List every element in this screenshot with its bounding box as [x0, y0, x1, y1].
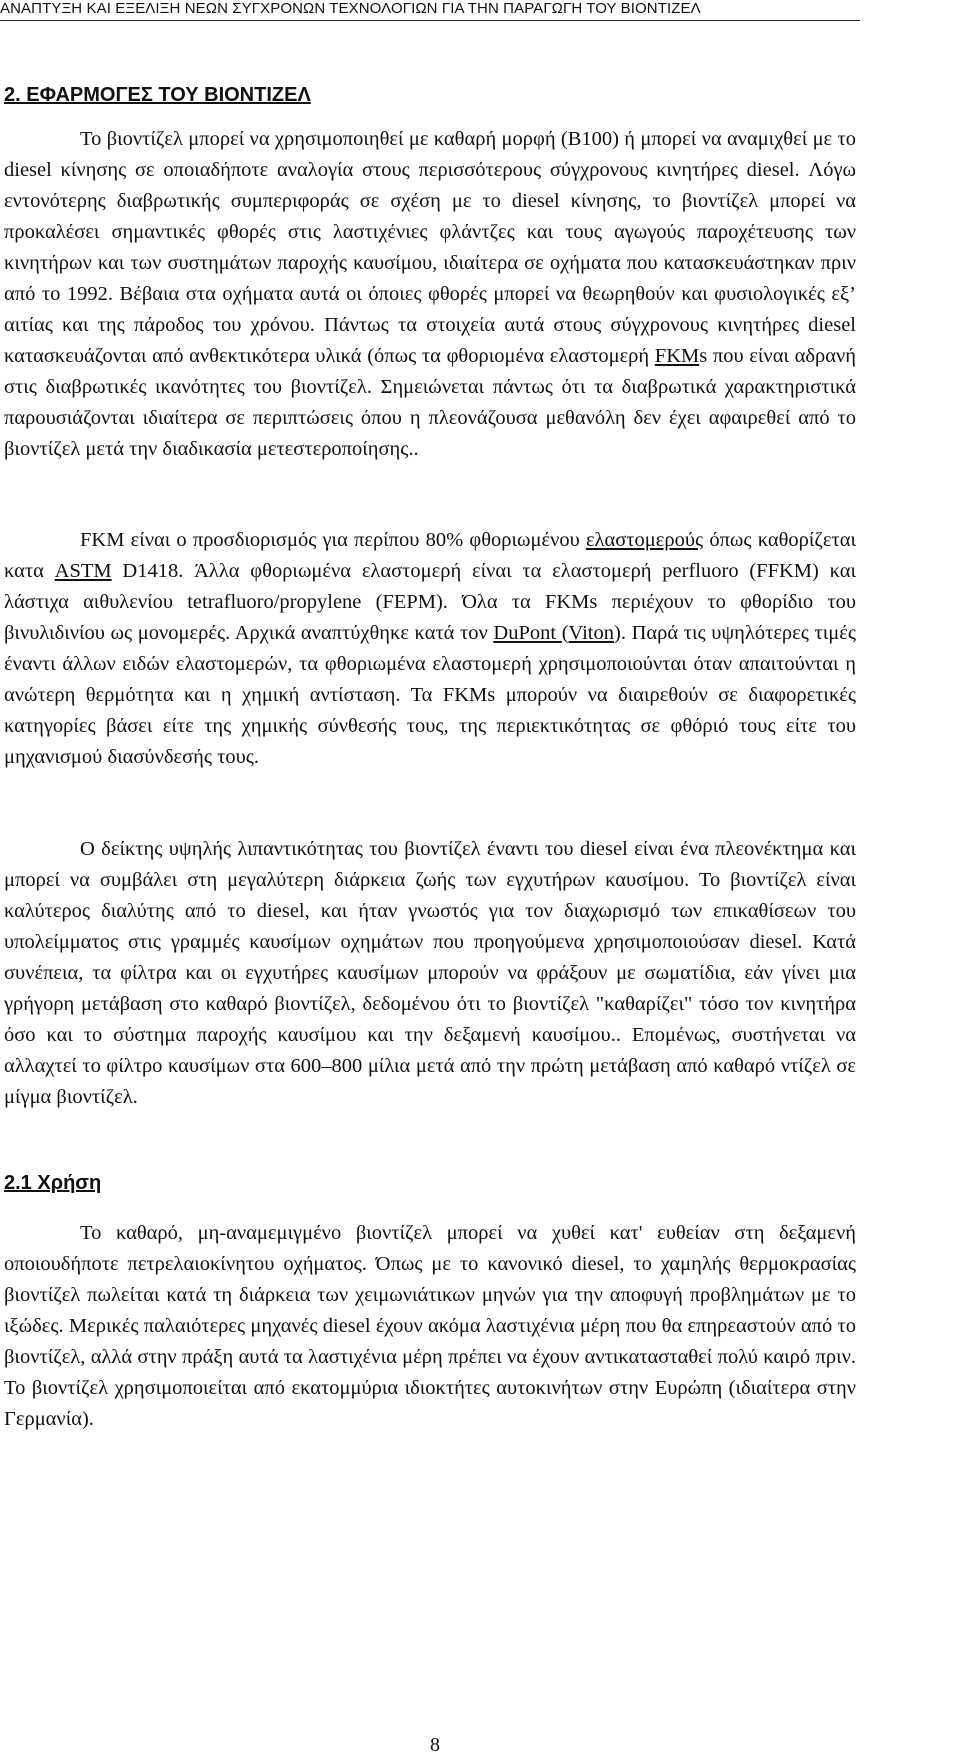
paragraph-1-text: Το βιοντίζελ μπορεί να χρησιμοποιηθεί με καθαρή μορφή (Β100) ή μπορεί να αναμιχθεί με το diesel κίνησης σε οποιαδήποτε αναλογία στους περισσότερους σύγχρονους κινητήρες diesel. Λόγω εντονότερης διαβρωτικής συμπεριφοράς σε σχέση με το diesel κίνησης, το βιοντίζελ μπορεί να προκαλέσει σημαντικές φθορές στις λαστιχένιες φλάντζες και τους αγωγούς παροχέτευσης των κινητήρων και των συστημάτων παροχής καυσίμου, ιδιαίτερα σε οχήματα που κατασκευάστηκαν πριν από το 1992. Βέβαια στα οχήματα αυτά οι όποιες φθορές μπορεί να θεωρηθούν και φυσιολογικές εξ’ αιτίας και της πάροδος του χρόνου. Πάντως τα στοιχεία αυτά στους σύγχρονους κινητήρες diesel κατασκευάζονται από ανθεκτικότερα υλικά (όπως τα φθοριομένα ελαστομερή: [4, 128, 856, 367]
paragraph-1-tail: s που είναι αδρανή στις διαβρωτικές ικανότητες του βιοντίζελ. Σημειώνεται πάντως ότι τα διαβρωτικά χαρακτηριστικά παρουσιάζονται ιδιαίτερα σε περιπτώσεις όπου η πλεονάζουσα μεθανόλη δεν έχει αφαιρεθεί από το βιοντίζελ μετά την διαδικασία μετεστεροποίησης..: [4, 345, 856, 460]
paragraph-2-text-d: (: [561, 622, 569, 644]
paragraph-2-text-c: D1418. Άλλα φθοριωμένα ελαστομερή είναι τα ελαστομερή perfluoro (FFKM) και λάστιχα αιθυλενίου tetrafluoro/propylene (FEPM). Όλα τα FKMs περιέχουν το φθορίδιο του βινυλιδινίου ως μονομερές. Αρχικά αναπτύχθηκε κατά τον: [4, 560, 857, 644]
fkm-link[interactable]: FKM: [654, 345, 700, 367]
astm-link[interactable]: ASTM: [54, 560, 112, 582]
paragraph-2-text-b: όπως καθορίζεται κατα: [4, 529, 856, 582]
subsection-heading: 2.1 Χρήση: [4, 1172, 102, 1194]
running-header: ΑΝΑΠΤΥΞΗ ΚΑΙ ΕΞΕΛΙΞΗ ΝΕΩΝ ΣΥΓΧΡΟΝΩΝ ΤΕΧΝΟΛΟΓΙΩΝ ΓΙΑ ΤΗΝ ΠΑΡΑΓΩΓΗ ΤΟΥ ΒΙΟΝΤΙΖΕΛ: [0, 0, 860, 21]
paragraph-2: [4, 525, 856, 773]
dupont-link[interactable]: DuPont: [493, 622, 562, 644]
section-heading: 2. ΕΦΑΡΜΟΓΕΣ ΤΟΥ ΒΙΟΝΤΙΖΕΛ: [4, 84, 311, 106]
paragraph-3: Ο δείκτης υψηλής λιπαντικότητας του βιοντίζελ έναντι του diesel είναι ένα πλεονέκτημα και μπορεί να συμβάλει στη μεγαλύτερη διάρκεια ζωής των εγχυτήρων καυσίμου. Το βιοντίζελ είναι καλύτερος διαλύτης από το diesel, και ήταν γνωστός για τον διαχωρισμό των επικαθίσεων του υπολείμματος στις γραμμές καυσίμων οχημάτων που προηγούμενα χρησιμοποιούσαν diesel. Κατά συνέπεια, τα φίλτρα και οι εγχυτήρες καυσίμων μπορούν να φράξουν με σωματίδια, εάν γίνει μια γρήγορη μετάβαση στο καθαρό βιοντίζελ, δεδομένου ότι το βιοντίζελ "καθαρίζει" τόσο τον κινητήρα όσο και το σύστημα παροχής καυσίμου και την δεξαμενή καυσίμου.. Επομένως, συστήνεται να αλλαχτεί το φίλτρο καυσίμων στα 600–800 μίλια μετά από την πρώτη μετάβαση από καθαρό ντίζελ σε μίγμα βιοντίζελ.: [4, 838, 856, 1108]
paragraph-4: Το καθαρό, μη-αναμεμιγμένο βιοντίζελ μπορεί να χυθεί κατ' ευθείαν στη δεξαμενή οποιουδήποτε πετρελαιοκίνητου οχήματος. Όπως με το κανονικό diesel, το χαμηλής θερμοκρασίας βιοντίζελ πωλείται κατά τη διάρκεια των χειμωνιάτικων μηνών για την αποφυγή προβλημάτων με το ιξώδες. Μερικές παλαιότερες μηχανές diesel έχουν ακόμα λαστιχένια μέρη που θα επηρεαστούν από το βιοντίζελ, αλλά στην πράξη αυτά τα λαστιχένια μέρη πρέπει να έχουν αντικατασταθεί πολύ καιρό πριν. Το βιοντίζελ χρησιμοποιείται από εκατομμύρια ιδιοκτήτες αυτοκινήτων στην Ευρώπη (ιδιαίτερα στην Γερμανία).: [4, 1222, 856, 1430]
page-number: 8: [430, 1734, 440, 1756]
paragraph-2-text-e: ). Παρά τις υψηλότερες τιμές έναντι άλλων ειδών ελαστομερών, τα φθοριωμένα ελαστομερή χρησιμοποιούνται όταν απαιτούνται η ανώτερη θερμότητα και η χημική αντίσταση. Τα FKMs μπορούν να διαιρεθούν σε διαφορετικές κατηγορίες βάσει είτε της χημικής σύνθεσής τους, της περιεκτικότητας σε φθόριό τους είτε του μηχανισμού διασύνδεσής τους.: [4, 622, 856, 768]
viton-link[interactable]: Viton: [568, 622, 614, 644]
paragraph-1: [4, 124, 856, 465]
elastomer-link[interactable]: ελαστομερούς: [585, 529, 704, 551]
paragraph-2-text-a: FKM είναι ο προσδιορισμός για περίπου 80% φθοριωμένου: [80, 529, 586, 551]
